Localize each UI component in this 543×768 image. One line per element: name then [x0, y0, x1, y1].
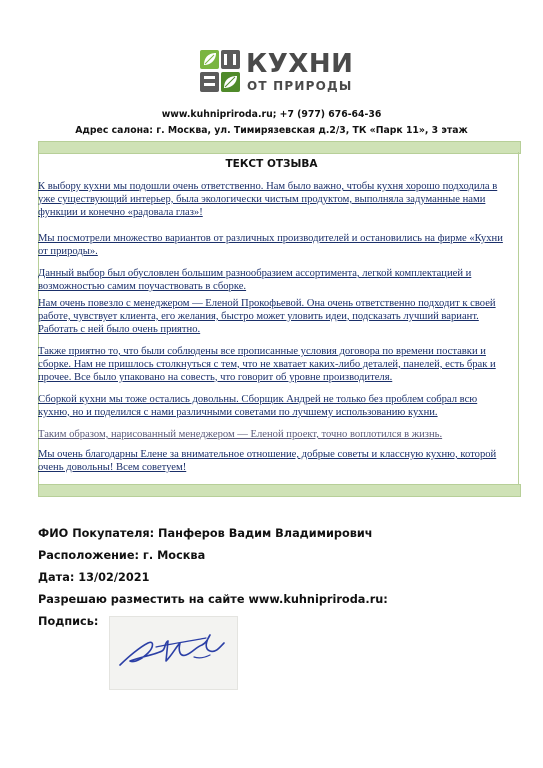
- bottom-divider-bar: [38, 484, 521, 497]
- review-paragraph: Мы очень благодарны Елене за внимательное отношение, добрые советы и классную кухню, которой очень довольны! Всем советуем!: [38, 449, 497, 473]
- signature-label: Подпись:: [38, 615, 99, 628]
- handwritten-signature-icon: [110, 617, 237, 689]
- brand-logo: [200, 50, 360, 96]
- signature-image: [109, 616, 238, 690]
- kitchen-logo-icon: [200, 50, 240, 92]
- review-date: Дата: 13/02/2021: [38, 571, 150, 584]
- buyer-name: ФИО Покупателя: Панферов Вадим Владимирович: [38, 527, 373, 540]
- salon-address: Адрес салона: г. Москва, ул. Тимирязевская д.2/3, ТК «Парк 11», 3 этаж: [75, 125, 468, 136]
- buyer-location: Расположение: г. Москва: [38, 549, 206, 562]
- review-paragraph: Данный выбор был обусловлен большим разнообразием ассортимента, легкой комплектацией и возможностью самим поучаствовать в сборке.: [38, 268, 472, 292]
- review-paragraph: Сборкой кухни мы тоже остались довольны. Сборщик Андрей не только без проблем собрал всю кухню, но и поделился с нами различными советами по лучшему использованию кухни.: [38, 394, 478, 418]
- brand-name-line2: ОТ ПРИРОДЫ: [247, 79, 353, 93]
- review-paragraph: Нам очень повезло с менеджером — Еленой Прокофьевой. Она очень ответственно подходит к своей работе, чувствует клиента, его желания, быстро может уловить идеи, подсказать лучший вариант. Работать с ней было очень приятно.: [38, 298, 496, 335]
- publish-permission: Разрешаю разместить на сайте www.kuhnipriroda.ru:: [38, 593, 388, 606]
- brand-name-line1: КУХНИ: [246, 49, 354, 79]
- site-phone-line: www.kuhnipriroda.ru; +7 (977) 676-64-36: [161, 109, 382, 120]
- review-paragraph: Мы посмотрели множество вариантов от различных производителей и остановились на фирме «Кухни от природы».: [38, 233, 503, 257]
- review-paragraph: Также приятно то, что были соблюдены все прописанные условия договора по времени поставки и сборке. Нам не пришлось столкнуться с тем, что не хватает каких-либо деталей, панелей, есть брак и прочее. Все было упаковано на совесть, что говорит об уровне производителя.: [38, 346, 496, 383]
- review-paragraph: Таким образом, нарисованный менеджером — Еленой проект, точно воплотился в жизнь.: [38, 429, 443, 440]
- review-paragraph: К выбору кухни мы подошли очень ответственно. Нам было важно, чтобы кухня хорошо подходила в уже существующий интерьер, была экологически чистым продуктом, выполняла задуманные нами функции и конечно «радовала глаз»!: [38, 181, 498, 218]
- review-title: ТЕКСТ ОТЗЫВА: [225, 158, 318, 170]
